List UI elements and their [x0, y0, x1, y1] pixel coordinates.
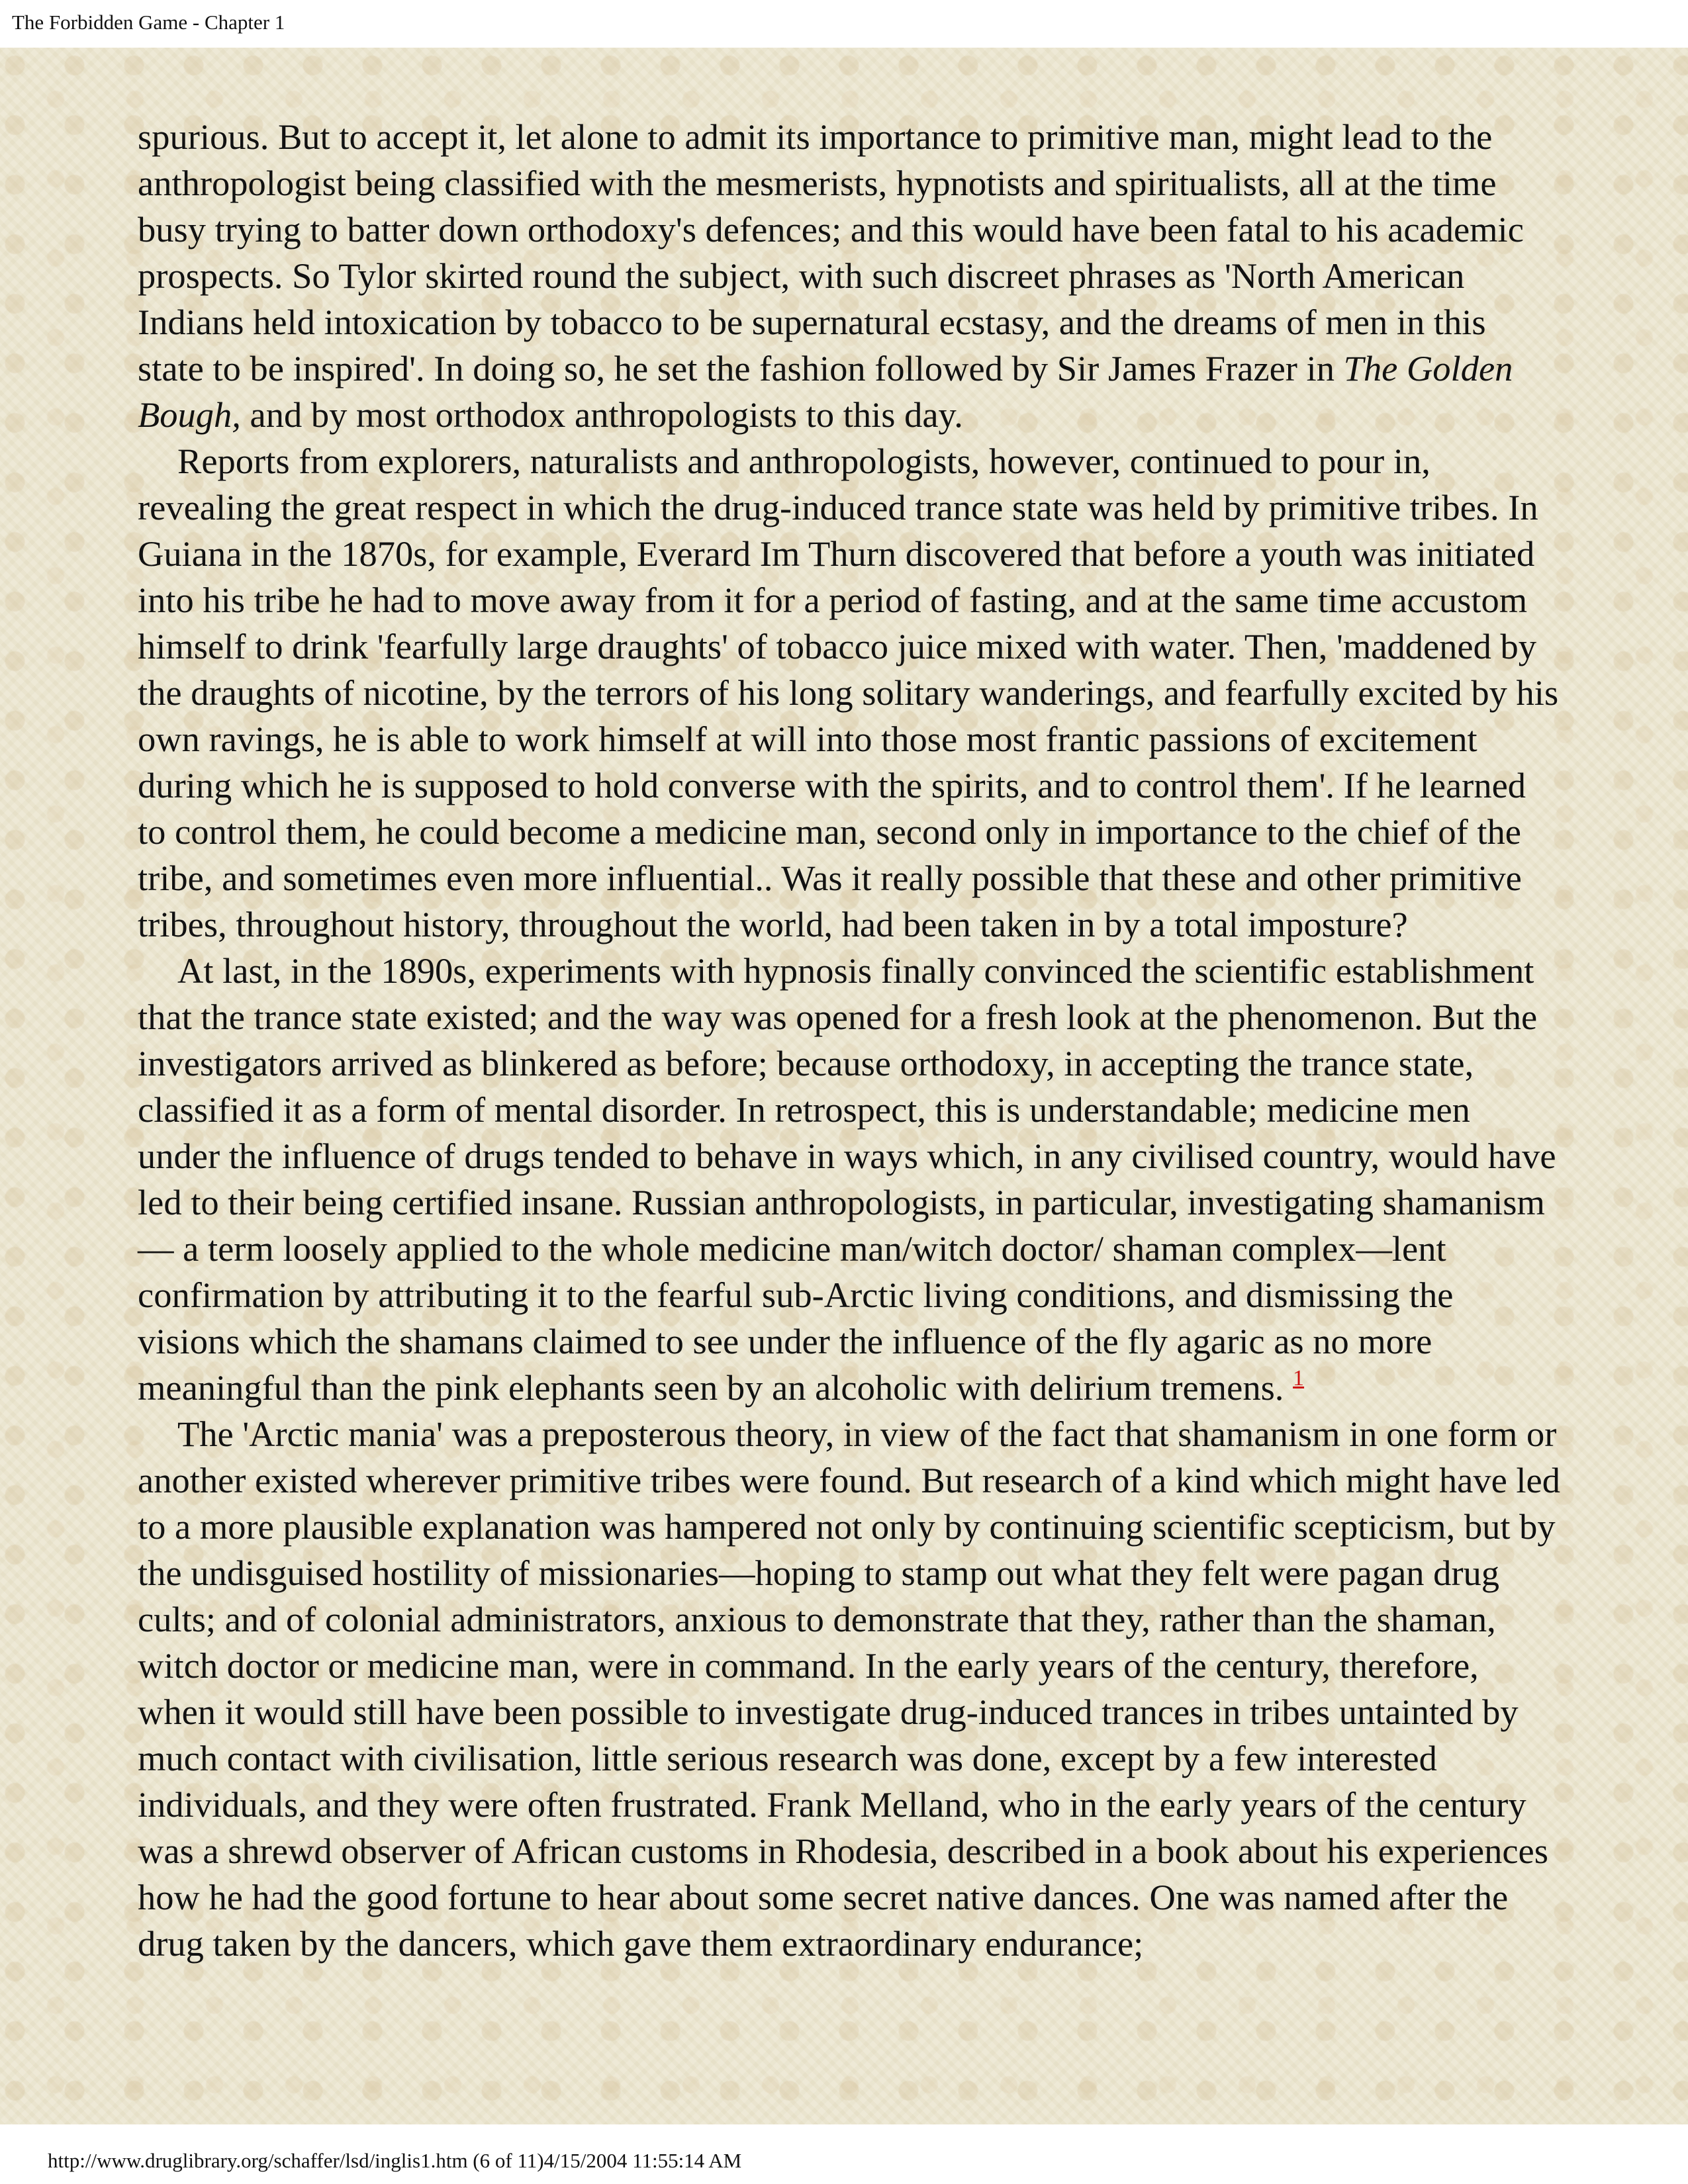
book-title: The Golden Bough,	[138, 348, 1513, 435]
textured-page-background	[0, 48, 1688, 2124]
paragraph-text: spurious. But to accept it, let alone to admit its importance to primitive man, might lead to the anthropologist being classified with the mesmerists, hypnotists and spiritualists, all at the time busy trying to batter down orthodoxy's defences; and this would have been fatal to his academic prospects. So Tylor skirted round the subject, with such discreet phrases as 'North American Indians held intoxication by tobacco to be supernatural ecstasy, and the dreams of men in this state to be inspired'. In doing so, he set the fashion followed by Sir James Frazer in	[138, 116, 1524, 388]
paragraph: The 'Arctic mania' was a preposterous theory, in view of the fact that shamanism in one form or another existed wherever primitive tribes were found. But research of a kind which might have led to a more plausible explanation was hampered not only by continuing scientific scepticism, but by the undisguised hostility of missionaries—hoping to stamp out what they felt were pagan drug cults; and of colonial administrators, anxious to demonstrate that they, rather than the shaman, witch doctor or medicine man, were in command. In the early years of the century, therefore, when it would still have been possible to investigate drug-induced trances in tribes untainted by much contact with civilisation, little serious research was done, except by a few interested individuals, and they were often frustrated. Frank Melland, who in the early years of the century was a shrewd observer of African customs in Rhodesia, described in a book about his experiences how he had the good fortune to hear about some secret native dances. One was named after the drug taken by the dancers, which gave them extraordinary endurance;	[138, 1414, 1560, 1964]
footnote-link[interactable]: 1	[1293, 1366, 1305, 1390]
print-header-title: The Forbidden Game - Chapter 1	[12, 11, 285, 34]
paragraph: Reports from explorers, naturalists and anthropologists, however, continued to pour in, revealing the great respect in which the drug-induced trance state was held by primitive tribes. In Guiana in the 1870s, for example, Everard Im Thurn discovered that before a youth was initiated into his tribe he had to move away from it for a period of fasting, and at the same time accustom himself to drink 'fearfully large draughts' of tobacco juice mixed with water. Then, 'maddened by the draughts of nicotine, by the terrors of his long solitary wanderings, and fearfully excited by his own ravings, he is able to work himself at will into those most frantic passions of excitement during which he is supposed to hold converse with the spirits, and to control them'. If he learned to control them, he could become a medicine man, second only in importance to the chief of the tribe, and sometimes even more influential.. Was it really possible that these and other primitive tribes, throughout history, throughout the world, had been taken in by a total imposture?	[138, 441, 1559, 944]
paragraph	[138, 114, 1561, 438]
print-footer-url: http://www.druglibrary.org/schaffer/lsd/inglis1.htm (6 of 11)4/15/2004 11:55:14 AM	[48, 2149, 742, 2172]
paragraph-text: At last, in the 1890s, experiments with hypnosis finally convinced the scientific establishment that the trance state existed; and the way was opened for a fresh look at the phenomenon. But the investigators arrived as blinkered as before; because orthodoxy, in accepting the trance state, classified it as a form of mental disorder. In retrospect, this is understandable; medicine men under the influence of drugs tended to behave in ways which, in any civilised country, would have led to their being certified insane. Russian anthropologists, in particular, investigating shamanism— a term loosely applied to the whole medicine man/witch doctor/ shaman complex—lent confirmation by attributing it to the fearful sub-Arctic living conditions, and dismissing the visions which the shamans claimed to see under the influence of the fly agaric as no more meaningful than the pink elephants seen by an alcoholic with delirium tremens.	[138, 950, 1556, 1408]
paragraph	[138, 948, 1561, 1411]
chapter-body	[138, 114, 1561, 1967]
paragraph-text: and by most orthodox anthropologists to this day.	[240, 394, 963, 435]
